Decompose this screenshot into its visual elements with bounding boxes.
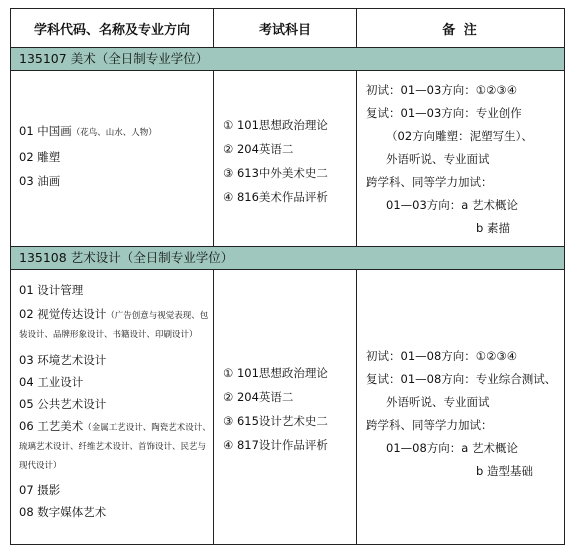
exam-item: ① 101思想政治理论 bbox=[223, 366, 328, 380]
section-title: 135107 美术（全日制专业学位） bbox=[11, 48, 564, 70]
column-divider bbox=[213, 9, 214, 544]
header-exams: 考试科目 bbox=[258, 22, 311, 38]
section-divider bbox=[11, 70, 564, 71]
exam-item: ② 204英语二 bbox=[223, 390, 294, 404]
exam-item: ③ 615设计艺术史二 bbox=[223, 414, 328, 428]
exam-list bbox=[223, 361, 328, 457]
remarks bbox=[366, 345, 562, 483]
direction-list bbox=[19, 279, 211, 523]
column-divider bbox=[356, 9, 357, 544]
exam-item: ② 204英语二 bbox=[223, 142, 294, 156]
section-divider bbox=[11, 269, 564, 270]
direction-item: 06 工艺美术（金属工艺设计、陶瓷艺术设计、琉璃艺术设计、纤维艺术设计、首饰设计、民艺与现代设计） bbox=[19, 419, 211, 471]
remark-line: b 素描 bbox=[476, 221, 510, 235]
header-remarks: 备 注 bbox=[442, 22, 479, 38]
direction-item: 01 设计管理 bbox=[19, 283, 84, 297]
direction-item: 04 工业设计 bbox=[19, 375, 84, 389]
remark-line: 初试：01—08方向：①②③④ bbox=[366, 349, 518, 363]
direction-item: 03 油画 bbox=[19, 174, 61, 188]
direction-list bbox=[19, 119, 209, 193]
exam-item: ③ 613中外美术史二 bbox=[223, 166, 328, 180]
remark-line: 01—08方向：a 艺术概论 bbox=[386, 441, 518, 455]
remark-line: 外语听说、专业面试 bbox=[386, 152, 490, 166]
direction-item: 03 环境艺术设计 bbox=[19, 353, 107, 367]
header-major: 学科代码、名称及专业方向 bbox=[33, 22, 190, 38]
exam-item: ④ 816美术作品评析 bbox=[223, 190, 328, 204]
remarks bbox=[366, 79, 562, 240]
remark-line: 跨学科、同等学力加试： bbox=[366, 418, 493, 432]
remark-line: （02方向雕塑：泥塑写生）、 bbox=[386, 129, 533, 143]
direction-item: 08 数字媒体艺术 bbox=[19, 505, 107, 519]
exam-list bbox=[223, 113, 328, 209]
remark-line: b 造型基础 bbox=[476, 464, 533, 478]
remark-line: 复试：01—03方向：专业创作 bbox=[366, 106, 522, 120]
remark-line: 跨学科、同等学力加试： bbox=[366, 175, 493, 189]
direction-item: 01 中国画（花鸟、山水、人物） bbox=[19, 124, 157, 138]
exam-item: ④ 817设计作品评析 bbox=[223, 438, 328, 452]
direction-item: 07 摄影 bbox=[19, 483, 61, 497]
section-title: 135108 艺术设计（全日制专业学位） bbox=[11, 247, 564, 269]
direction-item: 05 公共艺术设计 bbox=[19, 397, 107, 411]
remark-line: 初试：01—03方向：①②③④ bbox=[366, 83, 518, 97]
exam-item: ① 101思想政治理论 bbox=[223, 118, 328, 132]
remark-line: 复试：01—08方向：专业综合测试、 bbox=[366, 372, 557, 386]
direction-item: 02 视觉传达设计（广告创意与视觉表现、包装设计、品牌形象设计、书籍设计、印刷设计） bbox=[19, 307, 209, 340]
direction-item: 02 雕塑 bbox=[19, 150, 61, 164]
remark-line: 01—03方向：a 艺术概论 bbox=[386, 198, 518, 212]
remark-line: 外语听说、专业面试 bbox=[386, 395, 490, 409]
program-table bbox=[10, 8, 565, 545]
